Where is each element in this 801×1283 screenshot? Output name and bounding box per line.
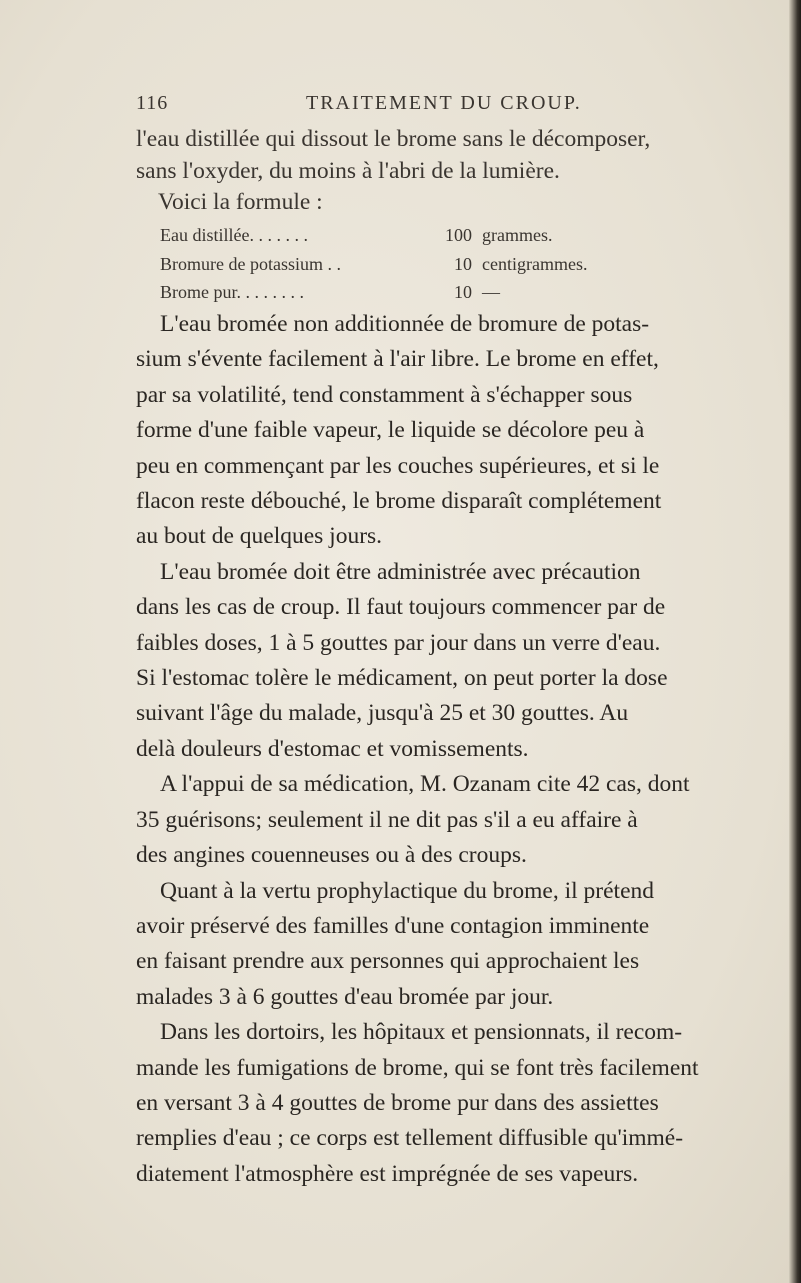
formula-table	[160, 221, 720, 307]
text-line: L'eau bromée non additionnée de bromure de potas-	[160, 311, 650, 337]
text-line: L'eau bromée doit être administrée avec précaution	[160, 558, 641, 585]
formula-quantity: 10	[454, 253, 472, 274]
paragraph	[136, 1015, 720, 1192]
text-line: dans les cas de croup. Il faut toujours commencer par de	[136, 594, 666, 621]
body-text	[136, 307, 720, 1192]
text-line: delà douleurs d'estomac et vomissements.	[136, 735, 529, 762]
text-line: Si l'estomac tolère le médicament, on peut porter la dose	[136, 665, 668, 692]
text-line: au bout de quelques jours.	[136, 523, 383, 550]
text-line: Quant à la vertu prophylactique du brome, il prétend	[160, 877, 654, 904]
text-line: suivant l'âge du malade, jusqu'à 25 et 30 gouttes. Au	[136, 700, 629, 727]
formula-ingredient: Brome pur. . . . . . . .	[160, 282, 304, 302]
text-line: malades 3 à 6 gouttes d'eau bromée par jour.	[136, 983, 554, 1010]
formula-unit: —	[482, 282, 500, 302]
text-line: par sa volatilité, tend constamment à s'échapper sous	[136, 381, 633, 408]
paragraph	[136, 555, 720, 767]
text-line: Dans les dortoirs, les hôpitaux et pensionnats, il recom-	[160, 1019, 683, 1046]
text-line: faibles doses, 1 à 5 gouttes par jour dans un verre d'eau.	[136, 629, 661, 656]
text-line: sans l'oxyder, du moins à l'abri de la lumière.	[136, 157, 560, 184]
formula-ingredient: Bromure de potassium . .	[160, 253, 341, 274]
page-header	[136, 92, 716, 122]
text-line: 35 guérisons; seulement il ne dit pas s'il a eu affaire à	[136, 806, 638, 833]
text-line: A l'appui de sa médication, M. Ozanam cite 42 cas, dont	[160, 771, 690, 798]
page-number: 116	[136, 92, 169, 114]
text-line: forme d'une faible vapeur, le liquide se décolore peu à	[136, 417, 645, 444]
text-line: Voici la formule :	[158, 189, 323, 215]
intro-paragraph	[136, 124, 720, 219]
text-line: remplies d'eau ; ce corps est tellement diffusible qu'immé-	[136, 1125, 684, 1152]
intro-text	[136, 124, 720, 219]
formula-row	[160, 278, 720, 307]
text-line: en faisant prendre aux personnes qui approchaient les	[136, 948, 640, 975]
paragraph	[136, 874, 720, 1016]
formula-row	[160, 221, 720, 250]
text-line: avoir préservé des familles d'une contagion imminente	[136, 912, 650, 939]
text-line: mande les fumigations de brome, qui se font très facilement	[136, 1054, 699, 1081]
formula-unit: grammes.	[482, 225, 553, 245]
text-line: en versant 3 à 4 gouttes de brome pur dans des assiettes	[136, 1089, 659, 1116]
text-line: des angines couenneuses ou à des croups.	[136, 842, 527, 869]
page-edge-shadow	[789, 0, 801, 1283]
formula-ingredient: Eau distillée. . . . . . .	[160, 225, 308, 245]
text-line: l'eau distillée qui dissout le brome sans le décomposer,	[136, 126, 651, 152]
running-title: TRAITEMENT DU CROUP.	[306, 92, 582, 114]
text-line: sium s'évente facilement à l'air libre. Le brome en effet,	[136, 346, 659, 373]
formula-quantity: 100	[445, 225, 472, 245]
text-line: flacon reste débouché, le brome disparaît complétement	[136, 488, 662, 515]
formula-quantity: 10	[454, 282, 472, 302]
formula-row	[160, 250, 720, 279]
text-line: diatement l'atmosphère est imprégnée de ses vapeurs.	[136, 1160, 639, 1187]
formula-unit: centigrammes.	[482, 253, 588, 274]
text-line: peu en commençant par les couches supérieures, et si le	[136, 452, 660, 479]
paragraph	[136, 767, 720, 873]
paragraph	[136, 307, 720, 555]
